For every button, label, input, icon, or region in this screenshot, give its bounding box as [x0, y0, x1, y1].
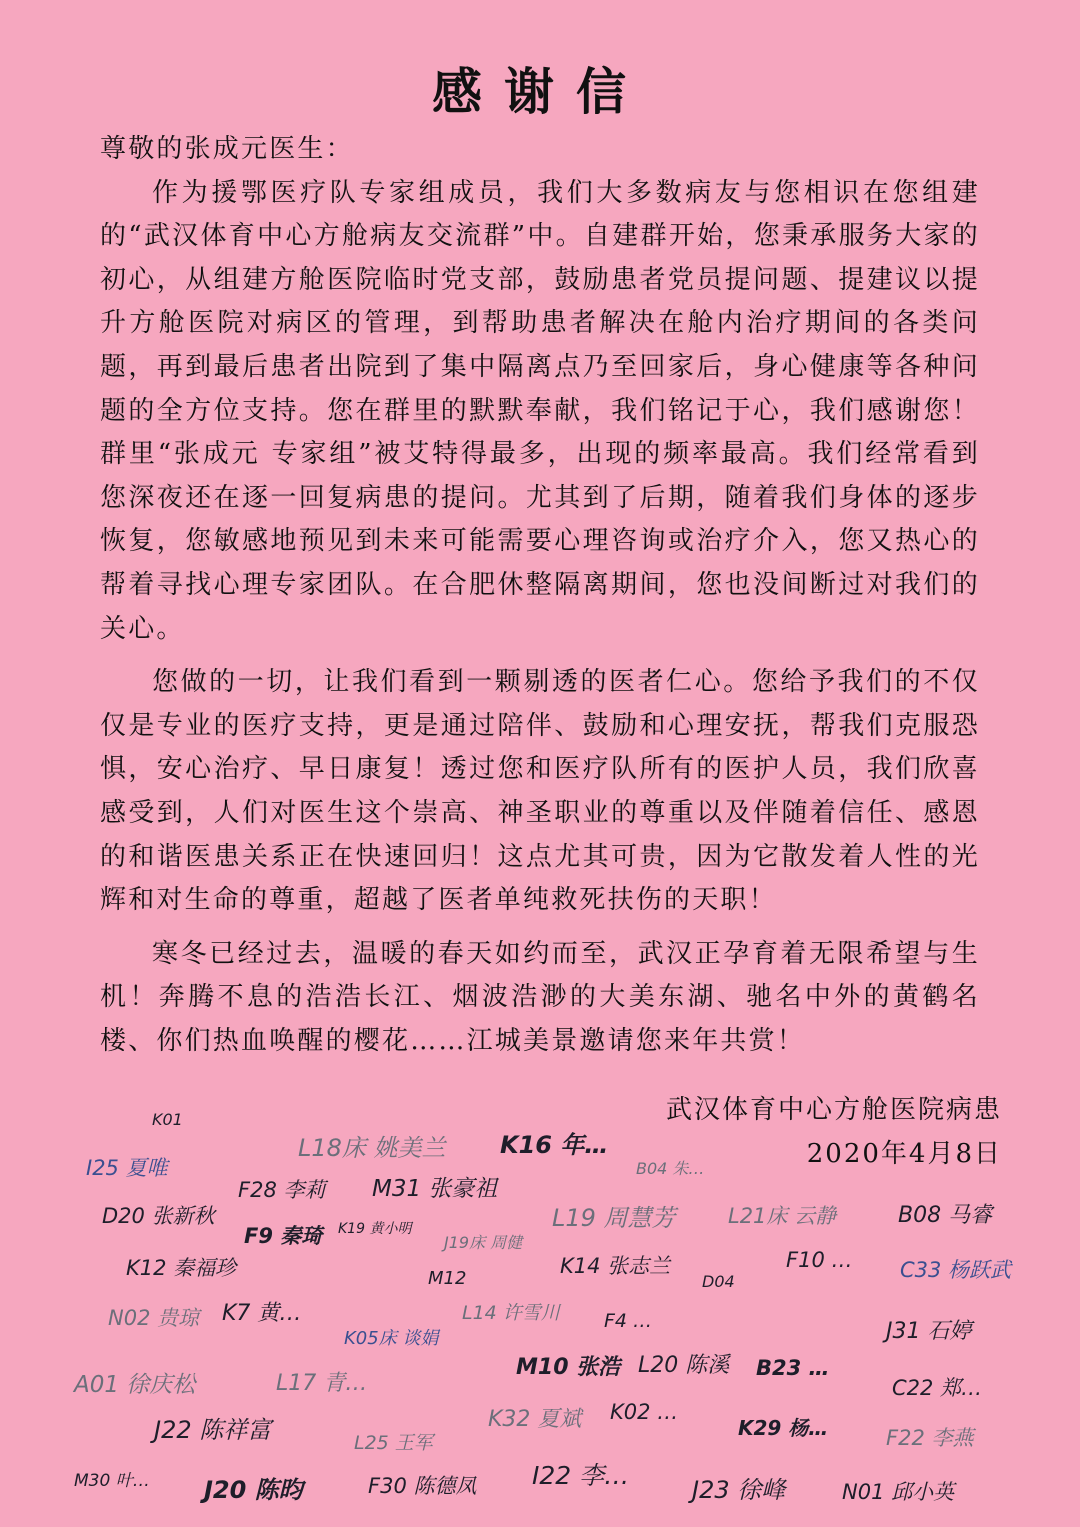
letter-body: [100, 128, 980, 1063]
signature: F9 秦琦: [244, 1224, 323, 1248]
signature: L17 青…: [276, 1371, 368, 1396]
signature: N01 邱小英: [842, 1480, 955, 1504]
signature: M31 张豪祖: [372, 1176, 498, 1202]
signature: J19床 周健: [444, 1233, 523, 1252]
signature: K16 年…: [500, 1131, 609, 1159]
paragraph-3: 寒冬已经过去，温暖的春天如约而至，武汉正孕育着无限希望与生机！奔腾不息的浩浩长江、烟波浩渺的大美东湖、驰名中外的黄鹤名楼、你们热血唤醒的樱花……江城美景邀请您来年共赏！: [100, 938, 980, 1056]
signature: B04 朱…: [636, 1159, 705, 1178]
signature: L20 陈溪: [638, 1353, 730, 1378]
signature: L21床 云静: [728, 1204, 837, 1228]
signature: N02 贵琼: [108, 1306, 200, 1330]
letter-date: 2020年4月8日: [806, 1139, 1002, 1169]
signature: L19 周慧芳: [552, 1204, 676, 1232]
signature: A01 徐庆松: [74, 1372, 196, 1398]
signature: I25 夏唯: [86, 1156, 168, 1180]
signature: K14 张志兰: [560, 1254, 671, 1278]
signature: F22 李燕: [886, 1426, 974, 1450]
signature: K12 秦福珍: [126, 1256, 237, 1280]
signature: J22 陈祥富: [154, 1416, 272, 1444]
signature: K7 黄…: [222, 1301, 302, 1326]
sender-block: [666, 1088, 1002, 1176]
signature: M10 张浩: [516, 1355, 621, 1380]
signature: F10 …: [786, 1248, 853, 1272]
signature: C22 郑…: [892, 1376, 983, 1400]
signature: M12: [428, 1268, 467, 1289]
signature: L25 王军: [354, 1432, 433, 1454]
signature: K02 …: [610, 1400, 679, 1424]
signature: K01: [152, 1110, 183, 1129]
signature: C33 杨跃武: [900, 1258, 1012, 1282]
signature: J31 石婷: [886, 1319, 972, 1344]
paragraph-2: 您做的一切，让我们看到一颗剔透的医者仁心。您给予我们的不仅仅是专业的医疗支持，更是通过陪伴、鼓励和心理安抚，帮我们克服恐惧，安心治疗、早日康复！透过您和医疗队所有的医护人员，我们欣喜感受到，人们对医生这个崇高、神圣职业的尊重以及伴随着信任、感恩的和谐医患关系正在快速回归！这点尤其可贵，因为它散发着人性的光辉和对生命的尊重，超越了医者单纯救死扶伤的天职！: [100, 667, 980, 916]
signature: L18床 姚美兰: [298, 1134, 446, 1162]
signature: I22 李…: [532, 1461, 630, 1490]
salutation: 尊敬的张成元医生：: [100, 134, 354, 164]
signature: D04: [702, 1272, 735, 1291]
signature: B08 马睿: [898, 1203, 993, 1228]
letter-title: 感谢信: [432, 63, 648, 121]
signature: K05床 谈娟: [344, 1328, 439, 1349]
signature: J20 陈昀: [204, 1476, 303, 1504]
signature: J23 徐峰: [692, 1476, 786, 1504]
sender-name: 武汉体育中心方舱医院病患: [665, 1095, 1002, 1125]
signature: F4 …: [604, 1310, 653, 1332]
paragraph-1: 作为援鄂医疗队专家组成员，我们大多数病友与您相识在您组建的“武汉体育中心方舱病友交流群”中。自建群开始，您秉承服务大家的初心，从组建方舱医院临时党支部，鼓励患者党员提问题、提建议以提升方舱医院对病区的管理，到帮助患者解决在舱内治疗期间的各类问题，再到最后患者出院到了集中隔离点乃至回家后，身心健康等各种问题的全方位支持。您在群里的默默奉献，我们铭记于心，我们感谢您！群里“张成元 专家组”被艾特得最多，出现的频率最高。我们经常看到您深夜还在逐一回复病患的提问。尤其到了后期，随着我们身体的逐步恢复，您敏感地预见到未来可能需要心理咨询或治疗介入，您又热心的帮着寻找心理专家团队。在合肥休整隔离期间，您也没间断过对我们的关心。: [100, 177, 980, 644]
signature: K19 黄小明: [338, 1221, 412, 1237]
signature: K32 夏斌: [488, 1407, 582, 1432]
signature: F30 陈德凤: [368, 1474, 477, 1498]
signature: L14 许雪川: [462, 1302, 560, 1324]
signature: M30 叶…: [74, 1471, 150, 1491]
signature: D20 张新秋: [102, 1204, 215, 1228]
signature: K29 杨…: [738, 1416, 829, 1440]
signature: F28 李莉: [238, 1178, 326, 1202]
signature: B23 …: [756, 1356, 830, 1380]
